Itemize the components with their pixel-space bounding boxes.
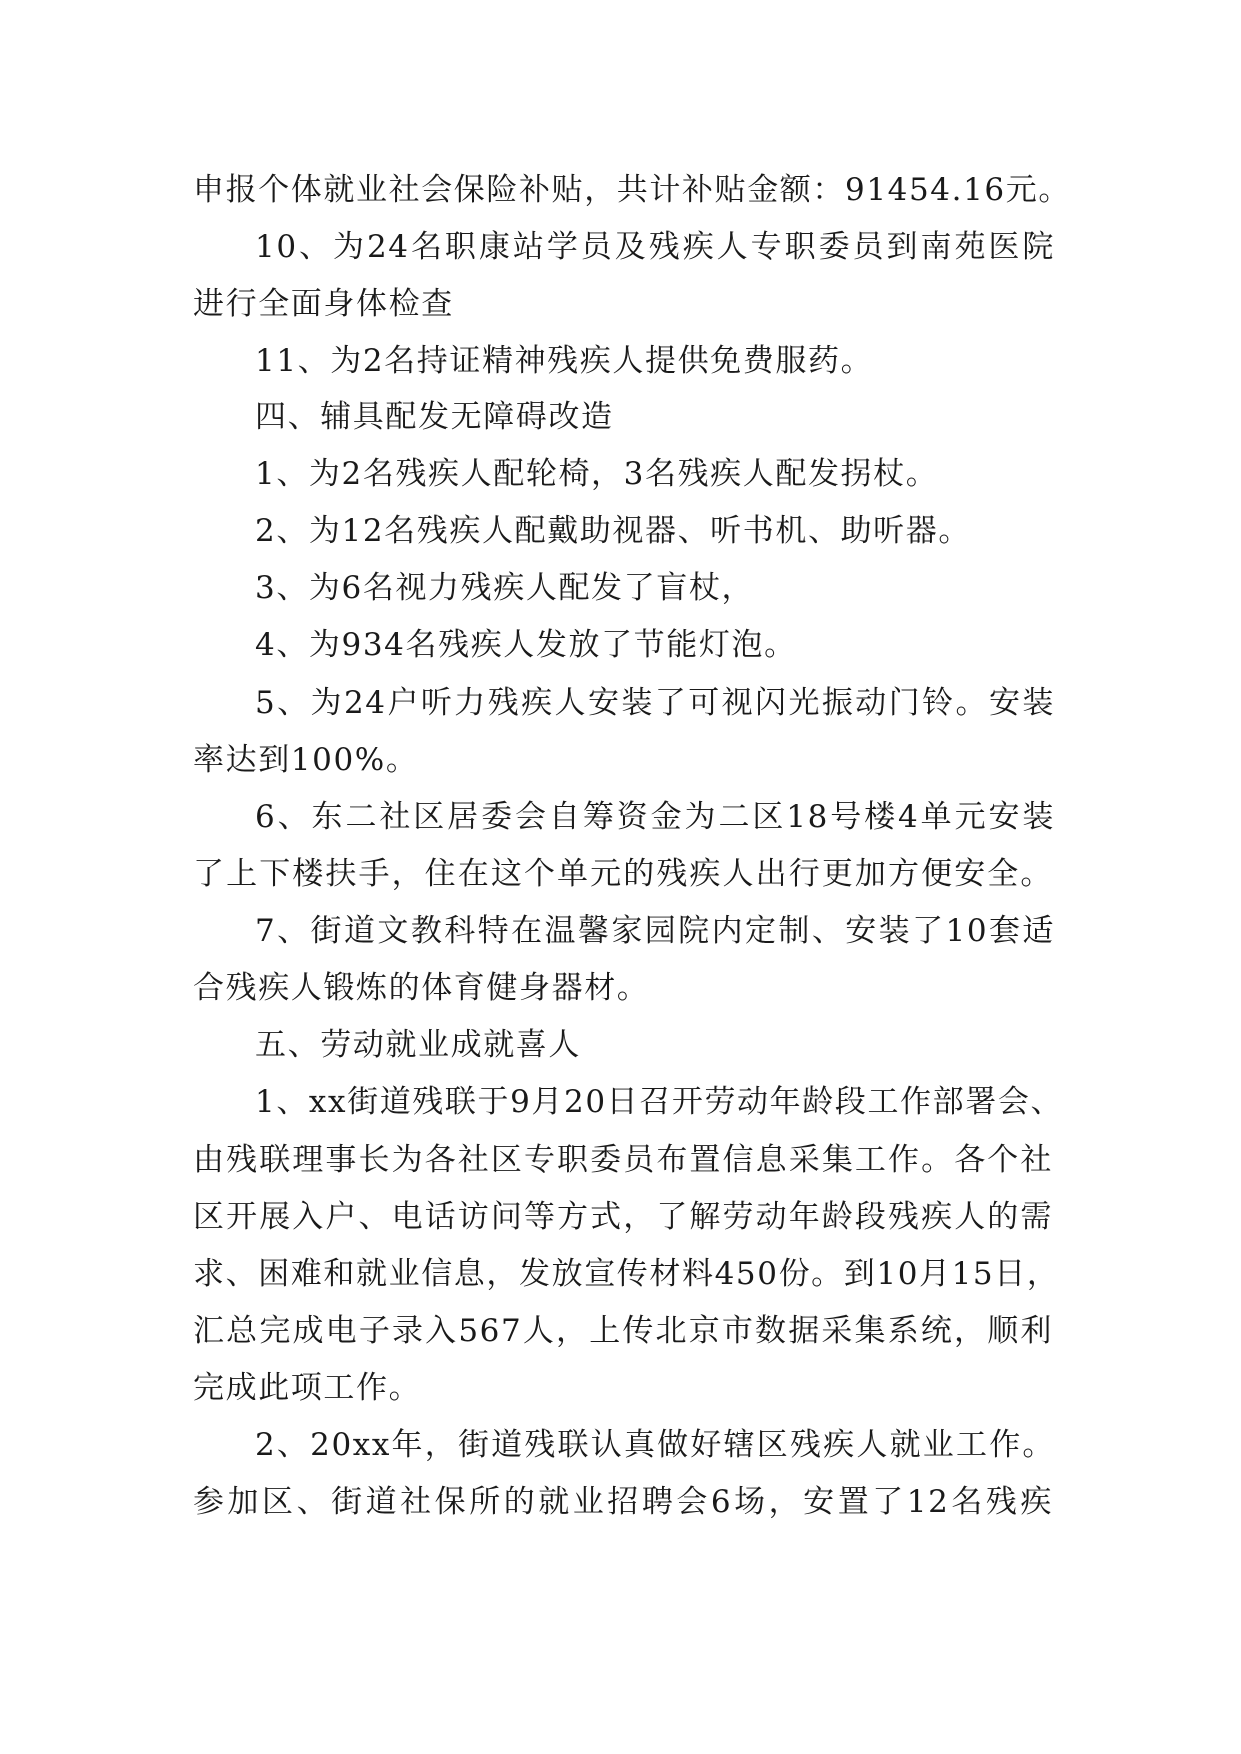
text-line: 5、为24户听力残疾人安装了可视闪光振动门铃。安装 — [255, 685, 1055, 721]
text-line: 1、xx街道残联于9月20日召开劳动年龄段工作部署会、 — [255, 1084, 1064, 1120]
text-line: 率达到100%。 — [193, 742, 419, 778]
text-line: 完成此项工作。 — [193, 1370, 422, 1406]
text-line: 2、为12名残疾人配戴助视器、听书机、助听器。 — [255, 513, 971, 549]
section-heading: 四、辅具配发无障碍改造 — [255, 399, 614, 435]
text-line: 求、困难和就业信息，发放宣传材料450份。到10月15日， — [193, 1256, 1060, 1292]
text-line: 了上下楼扶手，住在这个单元的残疾人出行更加方便安全。 — [193, 856, 1053, 892]
text-line: 10、为24名职康站学员及残疾人专职委员到南苑医院 — [255, 229, 1055, 265]
text-line: 7、街道文教科特在温馨家园院内定制、安装了10套适 — [255, 913, 1055, 949]
text-line: 1、为2名残疾人配轮椅，3名残疾人配发拐杖。 — [255, 456, 939, 492]
text-line: 11、为2名持证精神残疾人提供免费服药。 — [255, 343, 874, 379]
text-line: 参加区、街道社保所的就业招聘会6场，安置了12名残疾 — [193, 1484, 1053, 1520]
text-line: 区开展入户、电话访问等方式，了解劳动年龄段残疾人的需 — [193, 1199, 1053, 1235]
text-line: 4、为934名残疾人发放了节能灯泡。 — [255, 627, 797, 663]
text-line: 申报个体就业社会保险补贴，共计补贴金额：91454.16元。 — [193, 172, 1071, 208]
text-line: 由残联理事长为各社区专职委员布置信息采集工作。各个社 — [193, 1142, 1053, 1178]
text-line: 汇总完成电子录入567人，上传北京市数据采集系统，顺利 — [193, 1313, 1053, 1349]
text-line: 2、20xx年，街道残联认真做好辖区残疾人就业工作。 — [255, 1427, 1055, 1463]
text-line: 进行全面身体检查 — [193, 286, 454, 322]
section-heading: 五、劳动就业成就喜人 — [255, 1027, 581, 1063]
text-line: 合残疾人锻炼的体育健身器材。 — [193, 970, 650, 1006]
text-line: 6、东二社区居委会自筹资金为二区18号楼4单元安装 — [255, 799, 1055, 835]
text-line: 3、为6名视力残疾人配发了盲杖， — [255, 570, 755, 606]
